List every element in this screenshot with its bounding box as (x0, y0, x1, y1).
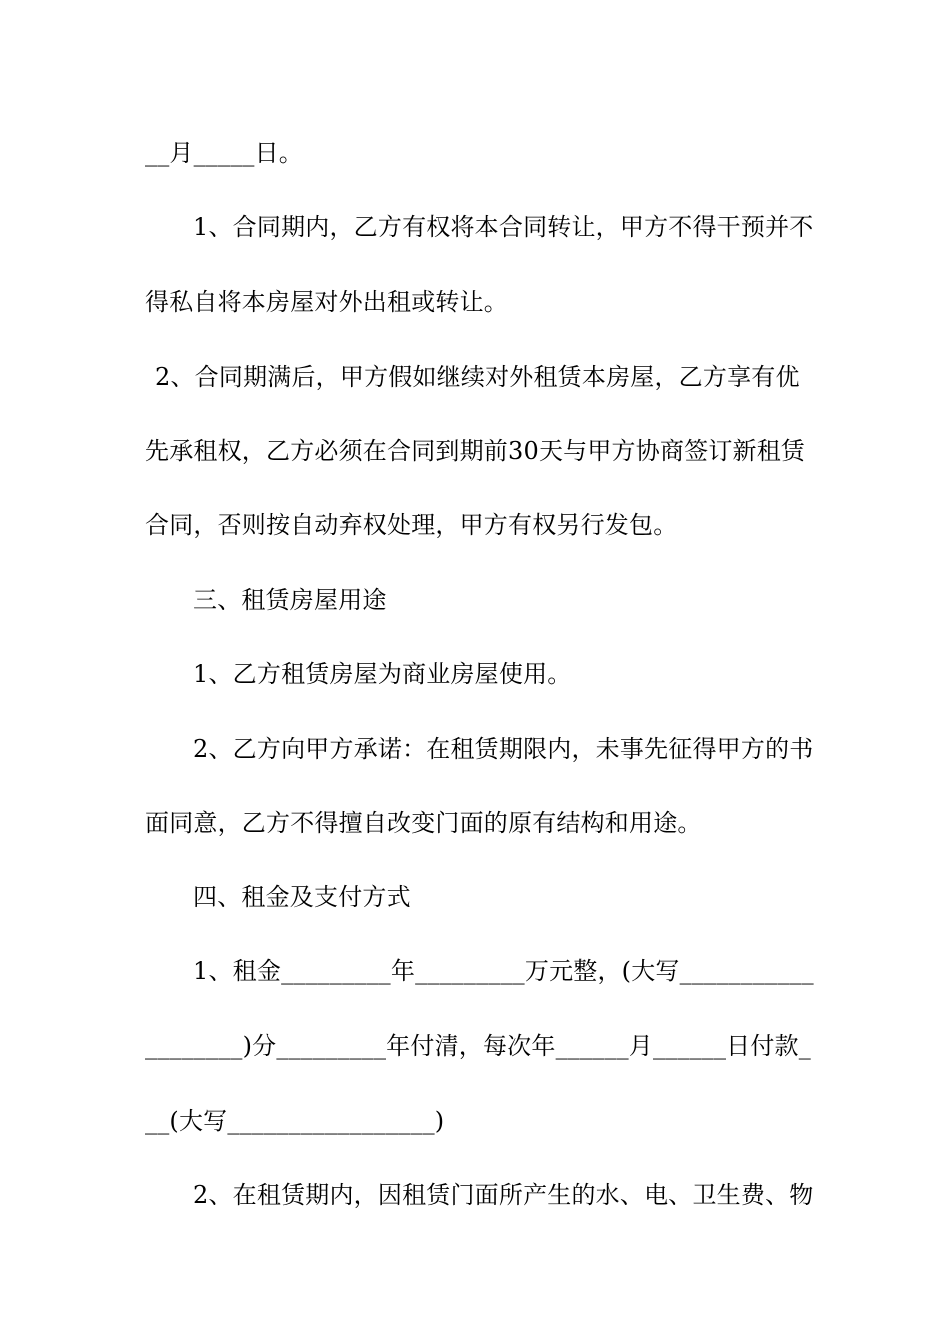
section-heading-rent: 四、租金及支付方式 (193, 883, 411, 911)
text-line-clause-2: 2、合同期满后，甲方假如继续对外租赁本房屋，乙方享有优 (155, 363, 800, 391)
text-line-usage-2: 2、乙方向甲方承诺：在租赁期限内，未事先征得甲方的书 (193, 735, 814, 763)
text-line-rent-1: 1、租金_________年_________万元整，(大写___________ (193, 957, 814, 985)
text-line-rent-1-cont-b: __(大写_________________) (145, 1107, 445, 1135)
text-line-clause-2-cont-a: 先承租权，乙方必须在合同到期前30天与甲方协商签订新租赁 (145, 437, 806, 465)
section-heading-usage: 三、租赁房屋用途 (193, 586, 387, 614)
text-line-clause-2-cont-b: 合同，否则按自动弃权处理，甲方有权另行发包。 (145, 511, 678, 539)
text-line-rent-2: 2、在租赁期内，因租赁门面所产生的水、电、卫生费、物 (193, 1181, 814, 1209)
text-line-date-fragment: __月_____日。 (145, 139, 303, 167)
text-line-rent-1-cont-a: ________)分_________年付清，每次年______月______日付款_ (145, 1032, 811, 1060)
text-line-clause-1: 1、合同期内，乙方有权将本合同转让，甲方不得干预并不 (193, 213, 814, 241)
text-line-clause-1-cont: 得私自将本房屋对外出租或转让。 (145, 288, 508, 316)
text-line-usage-2-cont: 面同意，乙方不得擅自改变门面的原有结构和用途。 (145, 809, 702, 837)
text-line-usage-1: 1、乙方租赁房屋为商业房屋使用。 (193, 660, 572, 688)
